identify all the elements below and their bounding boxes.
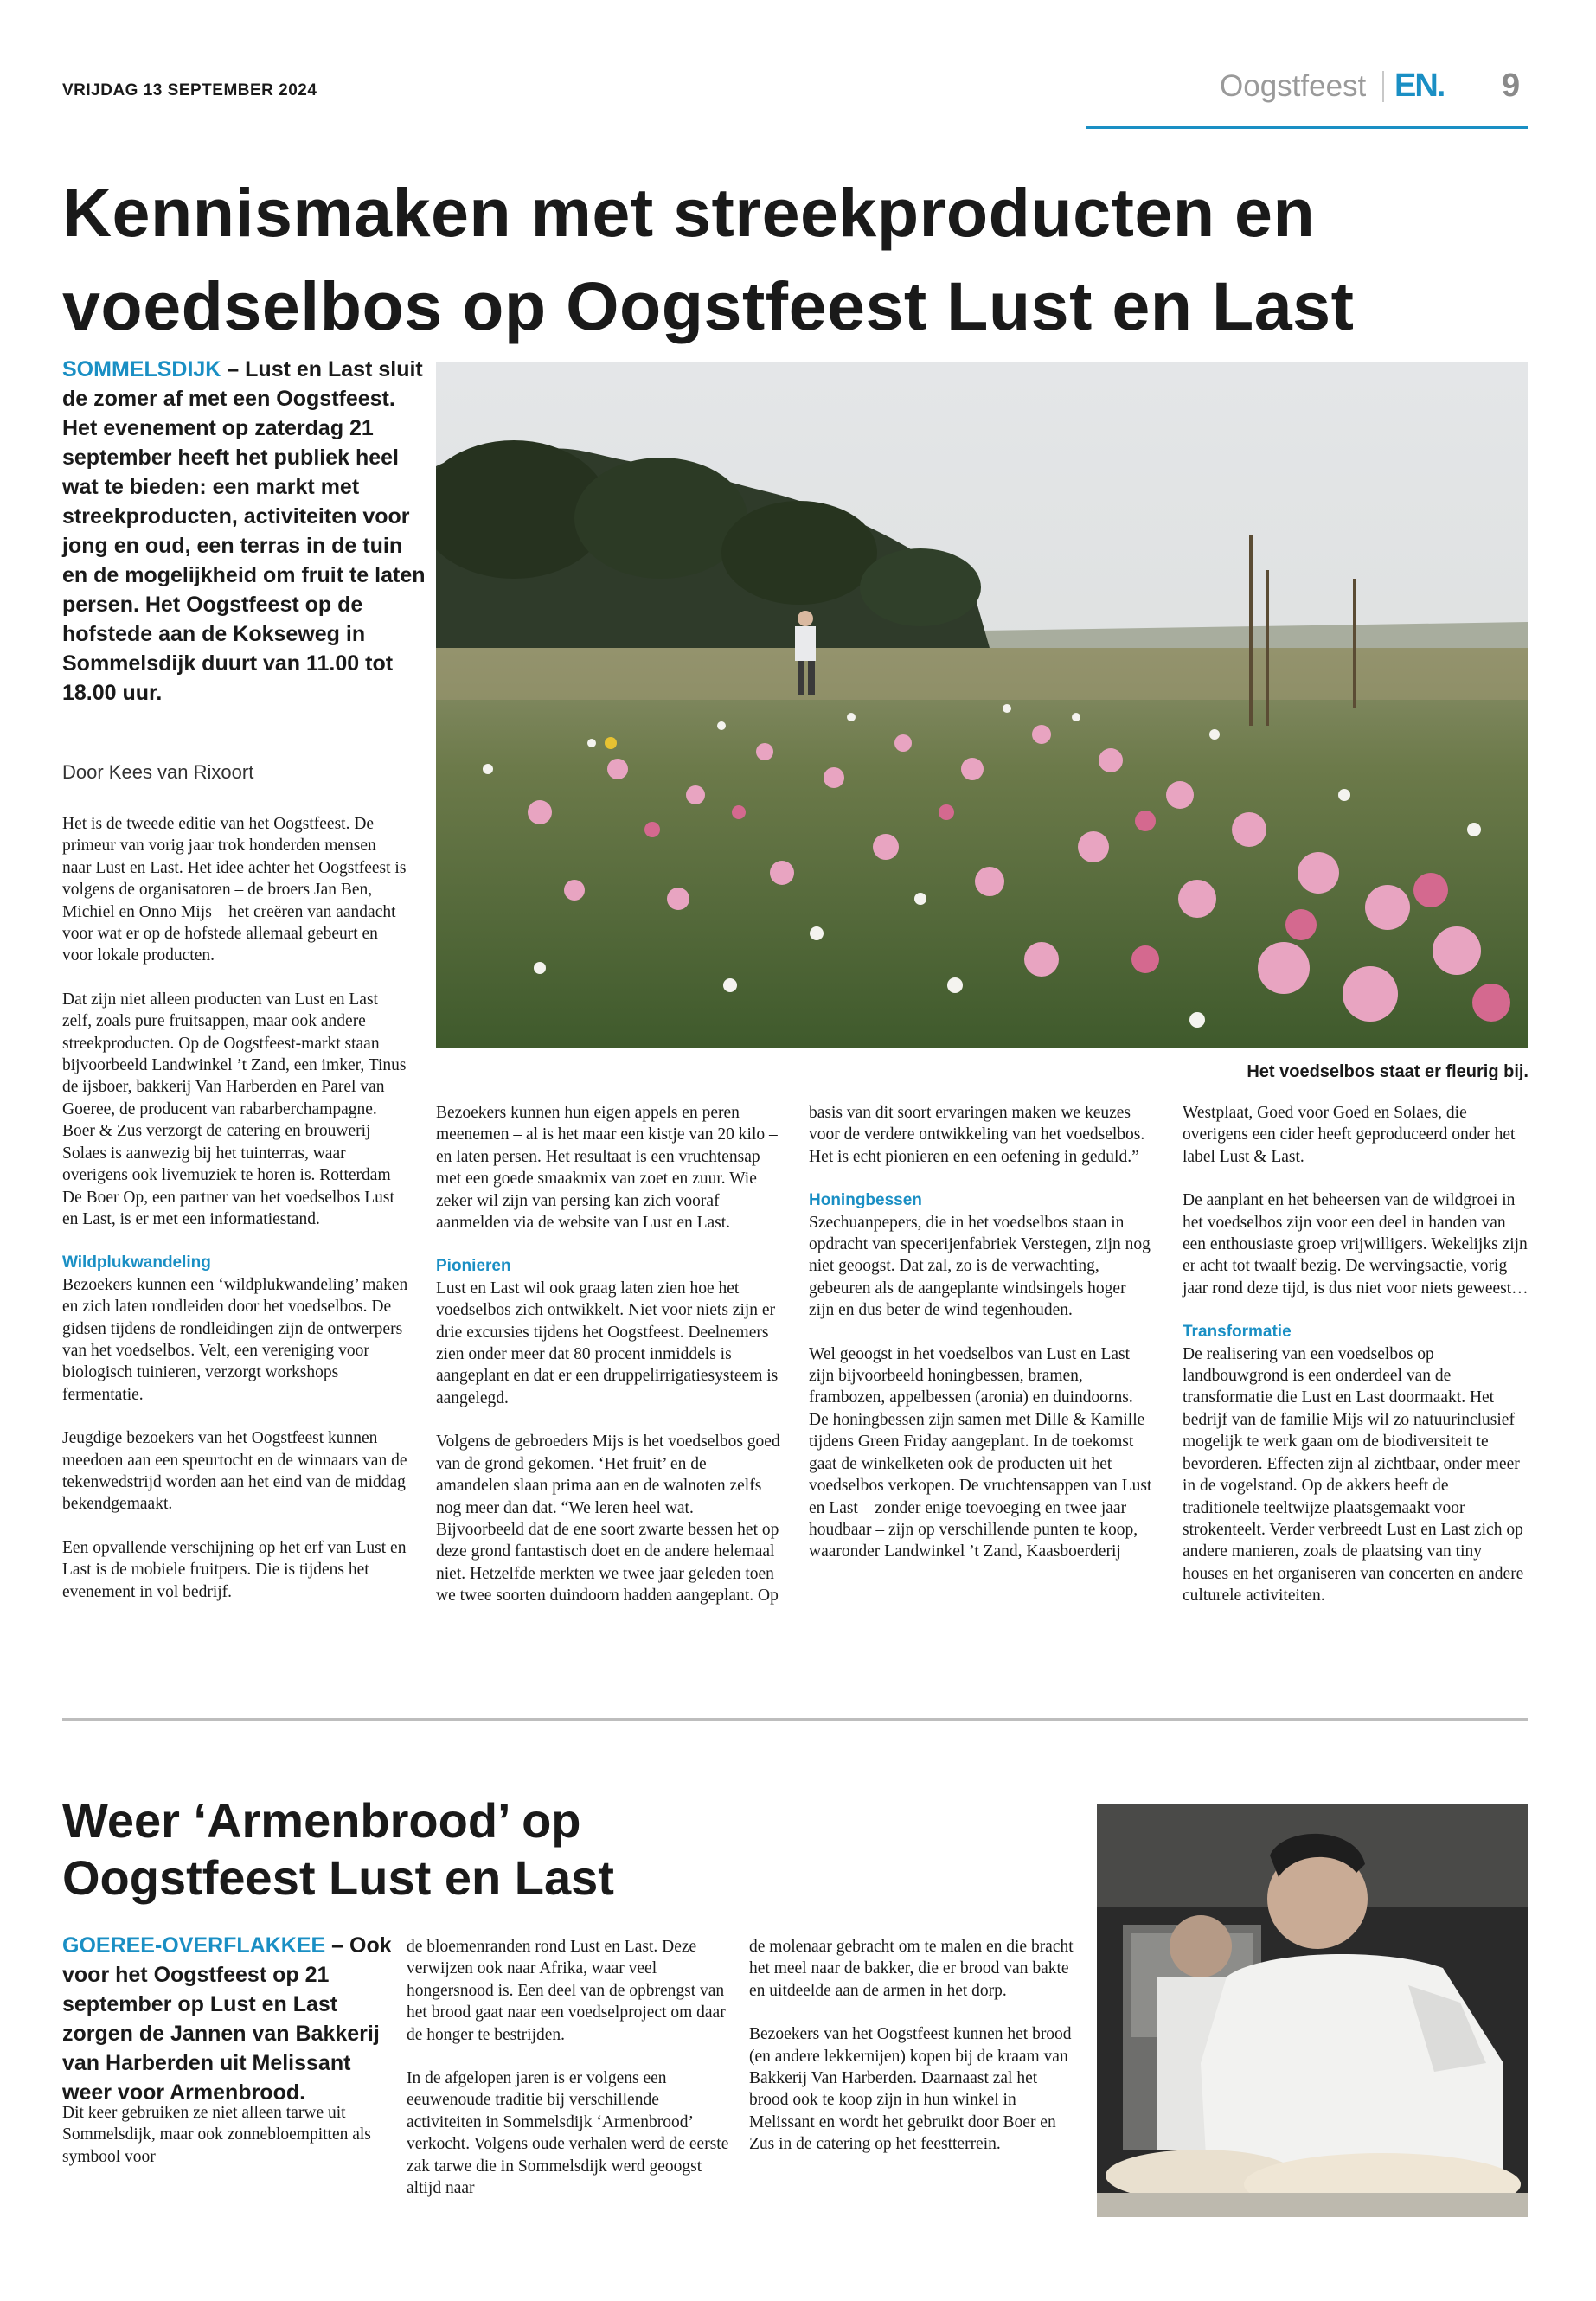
paragraph: Westplaat, Goed voor Goed en Solaes, die overigens een cider heeft geproduceerd onder het label Lust & Last. (1183, 1104, 1516, 1166)
subheading: Pionieren (436, 1257, 511, 1276)
header-separator (1382, 71, 1384, 102)
paragraph: Een opvallende verschijning op het erf van Lust en Last is de mobiele fruitpers. Die is tijdens het evenement in vol bedrijf. (62, 1538, 407, 1601)
photo-caption: Het voedselbos staat er fleurig bij. (1247, 1062, 1529, 1081)
paragraph: Het is de tweede editie van het Oogstfeest. De primeur van vorig jaar trok honderden mensen naar Lust en Last. Het idee achter het Oogstfeest is volgens de organisatoren – de broers Jan Ben, Michiel en Onno Mijs – het creëren van aandacht voor wat er op de hofstede allemaal gebeurt en voor lokale producten. (62, 815, 407, 965)
article-column-3 (809, 1102, 1155, 1585)
header-rule (1086, 126, 1528, 129)
paragraph: Wel geoogst in het voedselbos van Lust en Last zijn bijvoorbeeld honingbessen, bramen, frambozen, appelbessen (aronia) en duindoorns. De honingbessen zijn samen met Dille & Kamille tijdens Green Friday aangeplant. In de toekomst gaat de winkelketen ook de producten uit het voedselbos verkopen. De vruchtensappen van Lust en Last – zonder enige toevoeging en twee jaar houdbaar – zijn op verschillende punten te koop, waaronder Landwinkel ’t Zand, Kaasboerderij (809, 1344, 1152, 1561)
article2-column-2 (407, 1936, 735, 2221)
dateline-place: GOEREE-OVERFLAKKEE (62, 1933, 326, 1958)
issue-date: VRIJDAG 13 SEPTEMBER 2024 (62, 81, 317, 99)
paragraph: Volgens de gebroeders Mijs is het voedselbos goed van de grond gekomen. ‘Het fruit’ en de amandelen slaan prima aan en de walnoten zelfs nog meer dan dat. “We leren heel wat. Bijvoorbeeld dat de ene soort zwarte bessen het op deze grond fantastisch doet en de andere helemaal niet. Hetzelfde merkten we twee jaar geleden toen we twee soorten duindoorn hadden aangeplant. Op (436, 1433, 780, 1606)
headline-line: Weer ‘Armenbrood’ op (62, 1793, 581, 1848)
paragraph: De realisering van een voedselbos op landbouwgrond is een onderdeel van de transformatie die Lust en Last doormaakt. Het bedrijf van de familie Mijs wil zo natuurinclusief mogelijk te werk gaan om de biodiversiteit te bevorderen. Effecten zijn al zichtbaar, onder meer in de vogelstand. Op de akkers heeft de traditionele teeltwijze plaatsgemaakt voor strokenteelt. Verder verbreedt Lust en Last zich op andere manieren, zoals de plaatsing van tiny houses en het organiseren van concerten en andere culturele activiteiten. (1183, 1344, 1524, 1606)
subheading: Honingbessen (809, 1191, 922, 1210)
publication-logo: EN. (1394, 67, 1445, 104)
dateline-place: SOMMELSDIJK (62, 357, 221, 381)
section-name: Oogstfeest (1220, 69, 1367, 103)
paragraph: In de afgelopen jaren is er volgens een eeuwenoude traditie bij verschillende activiteiten in Sommelsdijk ‘Armenbrood’ verkocht. Volgens oude verhalen werd de eerste zak tarwe die in Sommelsdijk werd geoogst altijd naar (407, 2069, 729, 2198)
paragraph: Dit keer gebruiken ze niet alleen tarwe uit Sommelsdijk, maar ook zonnebloempitten als symbool voor (62, 2104, 371, 2166)
headline-line: Oogstfeest Lust en Last (62, 1850, 614, 1905)
paragraph: Bezoekers kunnen een ‘wildplukwandeling’ maken en zich laten rondleiden door het voedselbos. De gidsen tijdens de rondleidingen zijn de ontwerpers van het voedselbos. Velt, een vereniging voor biologisch tuinieren, verzorgt workshops fermentatie. (62, 1275, 408, 1404)
article-lead (62, 355, 426, 708)
paragraph: Bezoekers van het Oogstfeest kunnen het brood (en andere lekkernijen) kopen bij de kraam van Bakkerij Van Harberden. Daarnaast zal het brood ook te koop zijn in hun winkel in Melissant en wordt het gebruikt door Boer en Zus in de catering op het feestterrein. (749, 2025, 1072, 2154)
food-forest-photo (436, 362, 1528, 1048)
article2-headline (62, 1792, 616, 1907)
article-column-1 (62, 813, 408, 1625)
paragraph: Lust en Last wil ook graag laten zien hoe het voedselbos zich ontwikkelt. Niet voor niets zijn er drie excursies tijdens het Oogstfeest. Deelnemers zien onder meer dat 80 procent inmiddels is aangeplant en dat er een druppelirrigatiesysteem is aangelegd. (436, 1279, 779, 1407)
lead-text: – Lust en Last sluit de zomer af met een Oogstfeest. Het evenement op zaterdag 21 september heeft het publiek heel wat te bieden: een markt met streekproducten, activiteiten voor jong en oud, een terras in de tuin en de mogelijkheid om fruit te laten persen. Het Oogstfeest op de hofstede aan de Kokseweg in Sommelsdijk duurt van 11.00 tot 18.00 uur. (62, 357, 426, 705)
article-divider (62, 1718, 1528, 1721)
paragraph: Szechuanpepers, die in het voedselbos staan in opdracht van specerijenfabriek Verstegen, zijn nog niet geoogst. Dat zal, zo is de verwachting, gebeuren als de aangeplante windsingels hoger zijn en dus beter de wind tegenhouden. (809, 1213, 1151, 1320)
headline-line: voedselbos op Oogstfeest Lust en Last (62, 267, 1355, 344)
subheading: Transformatie (1183, 1323, 1292, 1342)
paragraph: Dat zijn niet alleen producten van Lust en Last zelf, zoals pure fruitsappen, maar ook andere streekproducten. Op de Oogstfeest-markt staan bijvoorbeeld Landwinkel ’t Zand, een imker, Tinus de ijsboer, bakkerij Van Harberden en Parel van Goeree, de producent van rabarberchampagne. Boer & Zus verzorgt de catering en brouwerij Solaes is aanwezig bij het tuinterras, waar overigens ook livemuziek te horen is. Rotterdam De Boer Op, een partner van het voedselbos Lust en Last, is er met een informatiestand. (62, 990, 407, 1228)
paragraph: Jeugdige bezoekers van het Oogstfeest kunnen meedoen aan een speurtocht en de winnaars van de tekenwedstrijd worden aan het eind van de middag bekendgemaakt. (62, 1429, 407, 1514)
page-number: 9 (1502, 67, 1521, 104)
article2-lead (62, 1931, 400, 2107)
headline-line: Kennismaken met streekproducten en (62, 174, 1316, 251)
article2-column-1 (62, 2102, 391, 2189)
article-headline (62, 166, 1533, 353)
paragraph: Bezoekers kunnen hun eigen appels en peren meenemen – al is het maar een kistje van 20 kilo – en laten persen. Het resultaat is een vruchtensap met een goede smaakmix van zoet en zuur. Wie zeker wil zijn van persing kan zich vooraf aanmelden via de website van Lust en Last. (436, 1104, 778, 1233)
paragraph: de bloemenranden rond Lust en Last. Deze verwijzen ook naar Afrika, waar veel hongersnood is. Een deel van de opbrengst van het brood gaat naar een voedselproject om daar de honger te bestrijden. (407, 1938, 726, 2044)
paragraph: De aanplant en het beheersen van de wildgroei in het voedselbos zijn voor een deel in handen van een enthousiaste groep vrijwilligers. Wekelijks zijn er acht tot twaalf bezig. De wervingsactie, vorig jaar rond deze tijd, is dus niet voor niets geweest… (1183, 1191, 1529, 1298)
byline: Door Kees van Rixoort (62, 761, 254, 783)
article-column-2 (436, 1102, 782, 1629)
paragraph: basis van dit soort ervaringen maken we keuzes voor de verdere ontwikkeling van het voedselbos. Het is echt pionieren en een oefening in geduld.” (809, 1104, 1145, 1166)
paragraph: de molenaar gebracht om te malen en die bracht het meel naar de bakker, die er brood van bakte en uitdeelde aan de armen in het dorp. (749, 1938, 1074, 2000)
article2-column-3 (749, 1936, 1078, 2177)
article-column-4 (1183, 1102, 1529, 1629)
lead-text: – Ook voor het Oogstfeest op 21 september op Lust en Last zorgen de Jannen van Bakkerij van Harberden uit Melissant weer voor Armenbrood. (62, 1933, 392, 2105)
bakers-photo (1097, 1804, 1528, 2217)
subheading: Wildplukwandeling (62, 1253, 211, 1272)
